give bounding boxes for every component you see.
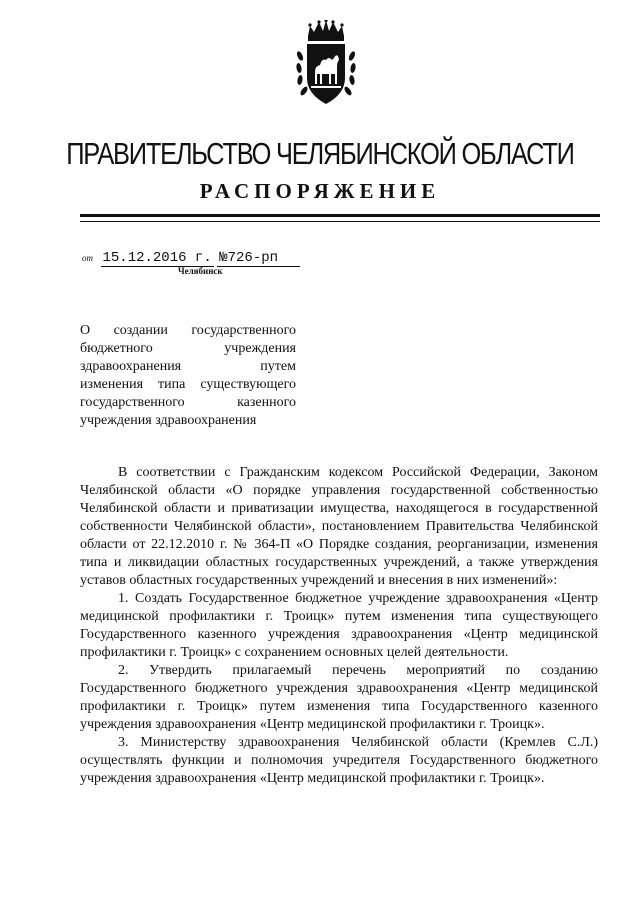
subject-line: изменения типа существующего [80, 377, 296, 392]
date-prefix: от [82, 253, 93, 263]
document-subject [80, 322, 296, 430]
header-rule-thick [80, 214, 600, 217]
subject-line: учреждения здравоохранения [80, 413, 257, 428]
document-body [80, 464, 598, 788]
header-rule-thin [80, 221, 600, 222]
document-meta [82, 250, 300, 266]
document-city: Челябинск [178, 266, 223, 276]
document-type: РАСПОРЯЖЕНИЕ [199, 179, 441, 203]
document-date: 15.12.2016 г. [102, 250, 212, 266]
body-paragraph-item-1: 1. Создать Государственное бюджетное учреждение здравоохранения «Центр медицинской профилактики г. Троицк» путем изменения типа существующего Государственного казенного учреждения здравоохранения «Центр медицинской профилактики г. Троицк» с сохранением основных целей деятельности. [80, 591, 598, 660]
coat-of-arms-icon [294, 20, 358, 108]
body-paragraph-item-3: 3. Министерству здравоохранения Челябинской области (Кремлев С.Л.) осуществлять функции и полномочия учредителя Государственного бюджетного учреждения здравоохранения «Центр медицинской профилактики г. Троицк». [80, 735, 598, 786]
body-paragraph-item-2: 2. Утвердить прилагаемый перечень мероприятий по созданию Государственного бюджетного учреждения здравоохранения «Центр медицинской профилактики г. Троицк» путем изменения типа Государственного казенного учреждения здравоохранения «Центр медицинской профилактики г. Троицк». [80, 663, 598, 732]
body-paragraph-preamble: В соответствии с Гражданским кодексом Российской Федерации, Законом Челябинской области «О порядке управления государственной собственностью Челябинской области и приватизации имущества, находящегося в государственной собственности Челябинской области», постановлением Правительства Челябинской области от 22.12.2010 г. № 364-П «О Порядке создания, реорганизации, изменения типа и ликвидации областных государственных учреждений, а также утверждения уставов областных государственных учреждений и внесения в них изменений»: [80, 465, 598, 588]
subject-line: О создании государственного [80, 323, 296, 338]
government-title: ПРАВИТЕЛЬСТВО ЧЕЛЯБИНСКОЙ ОБЛАСТИ [66, 136, 574, 171]
document-number: №726-рп [217, 250, 300, 267]
subject-line: здравоохранения путем [80, 359, 296, 374]
subject-line: бюджетного учреждения [80, 341, 296, 356]
subject-line: государственного казенного [80, 395, 296, 410]
